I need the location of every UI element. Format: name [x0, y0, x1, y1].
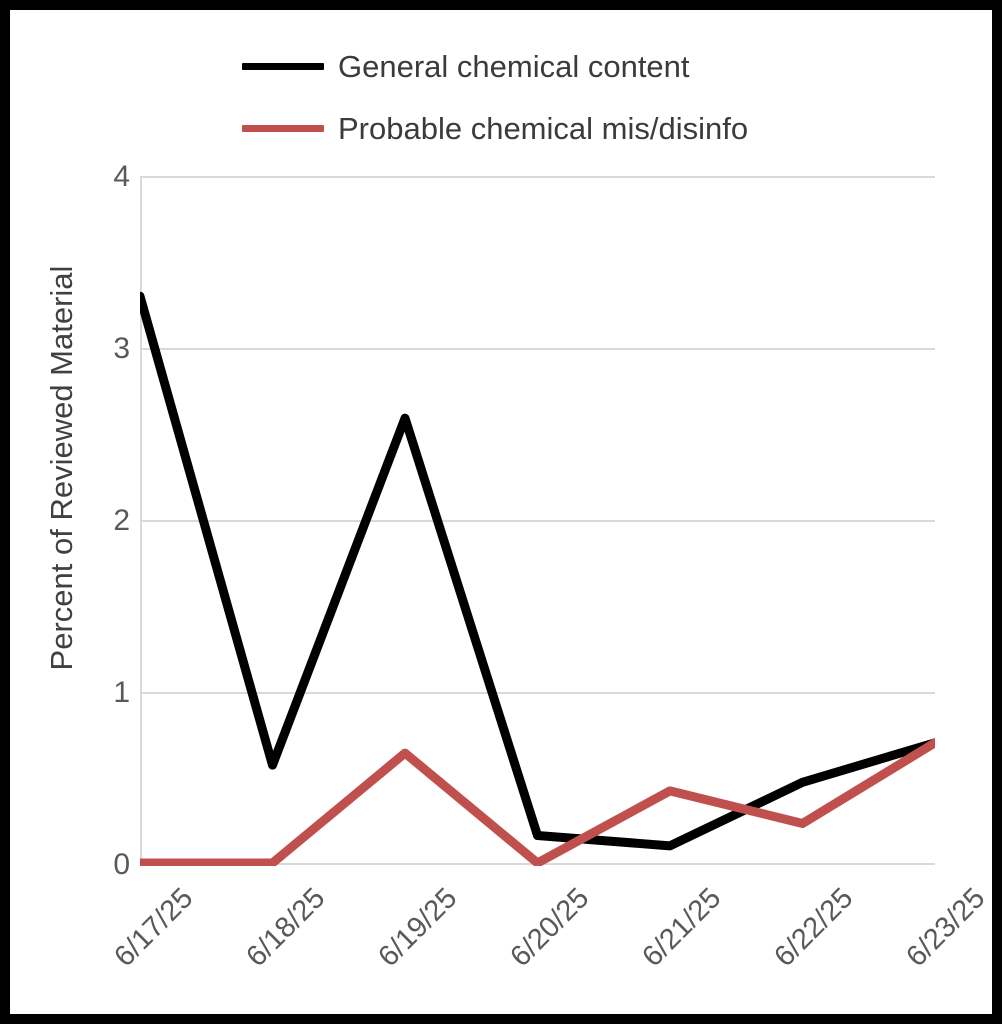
series-line-general-chemical-content: [140, 296, 935, 846]
y-tick-4: 4: [113, 160, 130, 193]
y-tick-1: 1: [113, 676, 130, 709]
chart-legend: [10, 32, 992, 152]
y-tick-0: 0: [113, 848, 130, 881]
y-axis-title: Percent of Reviewed Material: [44, 265, 79, 671]
x-tick-6: 6/23/25: [900, 882, 992, 974]
legend-swatch-series-1: [242, 125, 324, 132]
plot-area: [140, 176, 935, 864]
y-tick-2: 2: [113, 504, 130, 537]
x-tick-5: 6/22/25: [768, 882, 860, 974]
legend-item-general-chemical-content: [242, 46, 690, 86]
x-tick-1: 6/18/25: [240, 882, 332, 974]
legend-swatch-series-0: [242, 63, 324, 70]
x-axis-tick-labels: [108, 868, 992, 998]
y-tick-3: 3: [113, 332, 130, 365]
x-tick-4: 6/21/25: [636, 882, 728, 974]
series-line-probable-chemical-misdisinfo: [140, 743, 935, 863]
x-tick-3: 6/20/25: [504, 882, 596, 974]
series-lines: [140, 176, 935, 866]
legend-label-series-0: General chemical content: [338, 48, 690, 84]
x-tick-2: 6/19/25: [372, 882, 464, 974]
chart-canvas: [10, 10, 992, 1014]
x-tick-0: 6/17/25: [108, 882, 200, 974]
legend-item-probable-chemical-misdisinfo: [242, 108, 748, 148]
legend-label-series-1: Probable chemical mis/disinfo: [338, 110, 749, 146]
